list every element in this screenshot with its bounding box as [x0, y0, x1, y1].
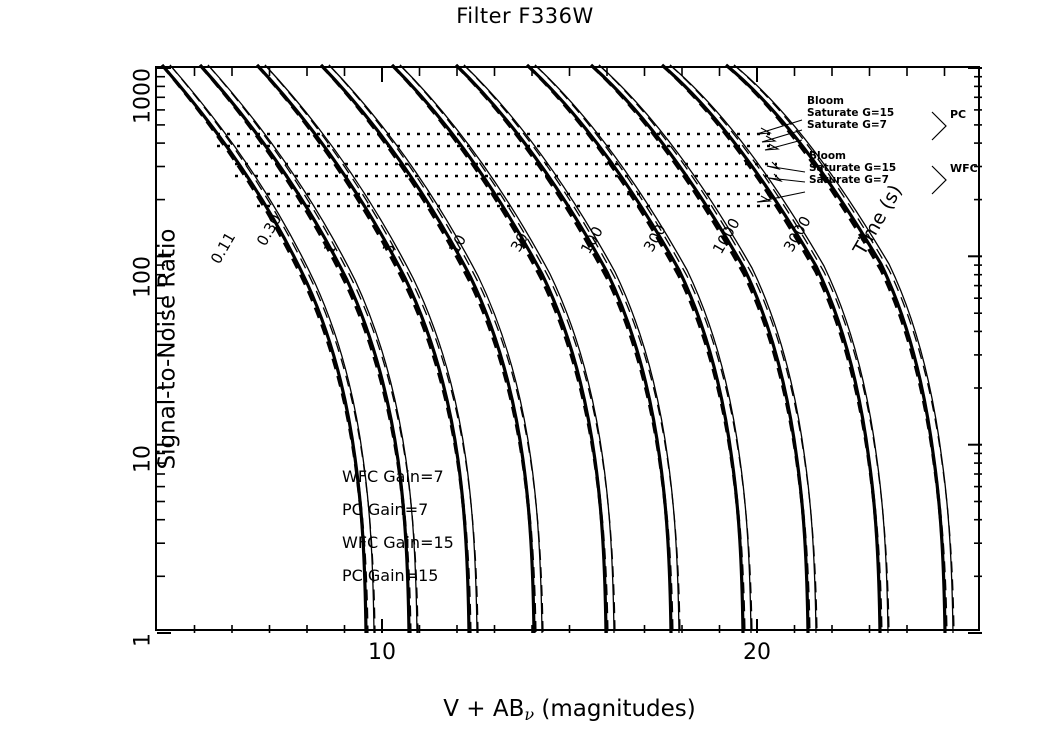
group-label-pc: PC: [950, 108, 967, 121]
curve-label-300: 300: [640, 221, 670, 255]
legend-item-pc-g15: [232, 562, 512, 595]
y-axis-label: Signal-to-Noise Ratio: [154, 228, 181, 469]
legend-label: PC Gain=7: [342, 500, 429, 519]
curve-label-1: 1: [320, 239, 341, 257]
legend-label: PC Gain=15: [342, 566, 439, 585]
curve-label-3000: 3000: [780, 212, 815, 255]
curve-label-10: 10: [445, 231, 471, 257]
legend-label: WFC Gain=15: [342, 533, 454, 552]
annotation-pc-saturate-g7: Saturate G=7: [807, 119, 887, 131]
annotation-wfc-saturate-g7: Saturate G=7: [809, 174, 889, 186]
curve-label-3: 3: [379, 239, 400, 257]
plot-area: Signal-to-Noise Ratio 1 10 100 1000 10 20 $V + AB_\nu$ (magnitudes) 0.11 0.30 1 3 10 30 100 300 1000 3000 Time (s) Bloom Saturate G=15 Saturate G=7 Bloom Saturate G=15 Saturate G=7 PC WFC WFC Gain=7 PC Gain=7 WFC Gain=15 PC Gain=15: [155, 66, 980, 631]
curve-series-group-label: Time (s): [849, 181, 907, 259]
x-tick-10: 10: [368, 640, 396, 665]
legend-item-wfc-g7: [232, 463, 512, 496]
curve-group-100: [527, 65, 752, 633]
annotation-wfc-saturate-g15: Saturate G=15: [809, 162, 897, 174]
annotation-wfc-bloom: Bloom: [809, 150, 846, 162]
curve-label-100: 100: [577, 223, 607, 257]
chart-title: Filter F336W: [456, 4, 594, 28]
annotation-pc-saturate-g15: Saturate G=15: [807, 107, 895, 119]
legend-item-wfc-g15: [232, 529, 512, 562]
group-brackets: [932, 112, 946, 194]
curve-group-300: [591, 65, 817, 633]
x-tick-20: 20: [743, 640, 771, 665]
x-axis-label: $V + AB_\nu$ (magnitudes): [443, 696, 696, 724]
legend-label: WFC Gain=7: [342, 467, 444, 486]
group-label-wfc: WFC: [950, 162, 978, 175]
curve-label-0-11: 0.11: [207, 229, 240, 267]
legend-item-pc-g7: [232, 496, 512, 529]
annotation-pc-bloom: Bloom: [807, 95, 844, 107]
curve-label-30: 30: [507, 229, 533, 255]
curve-label-0-30: 0.30: [253, 211, 286, 249]
curve-label-1000: 1000: [709, 214, 744, 257]
legend: [232, 463, 512, 598]
